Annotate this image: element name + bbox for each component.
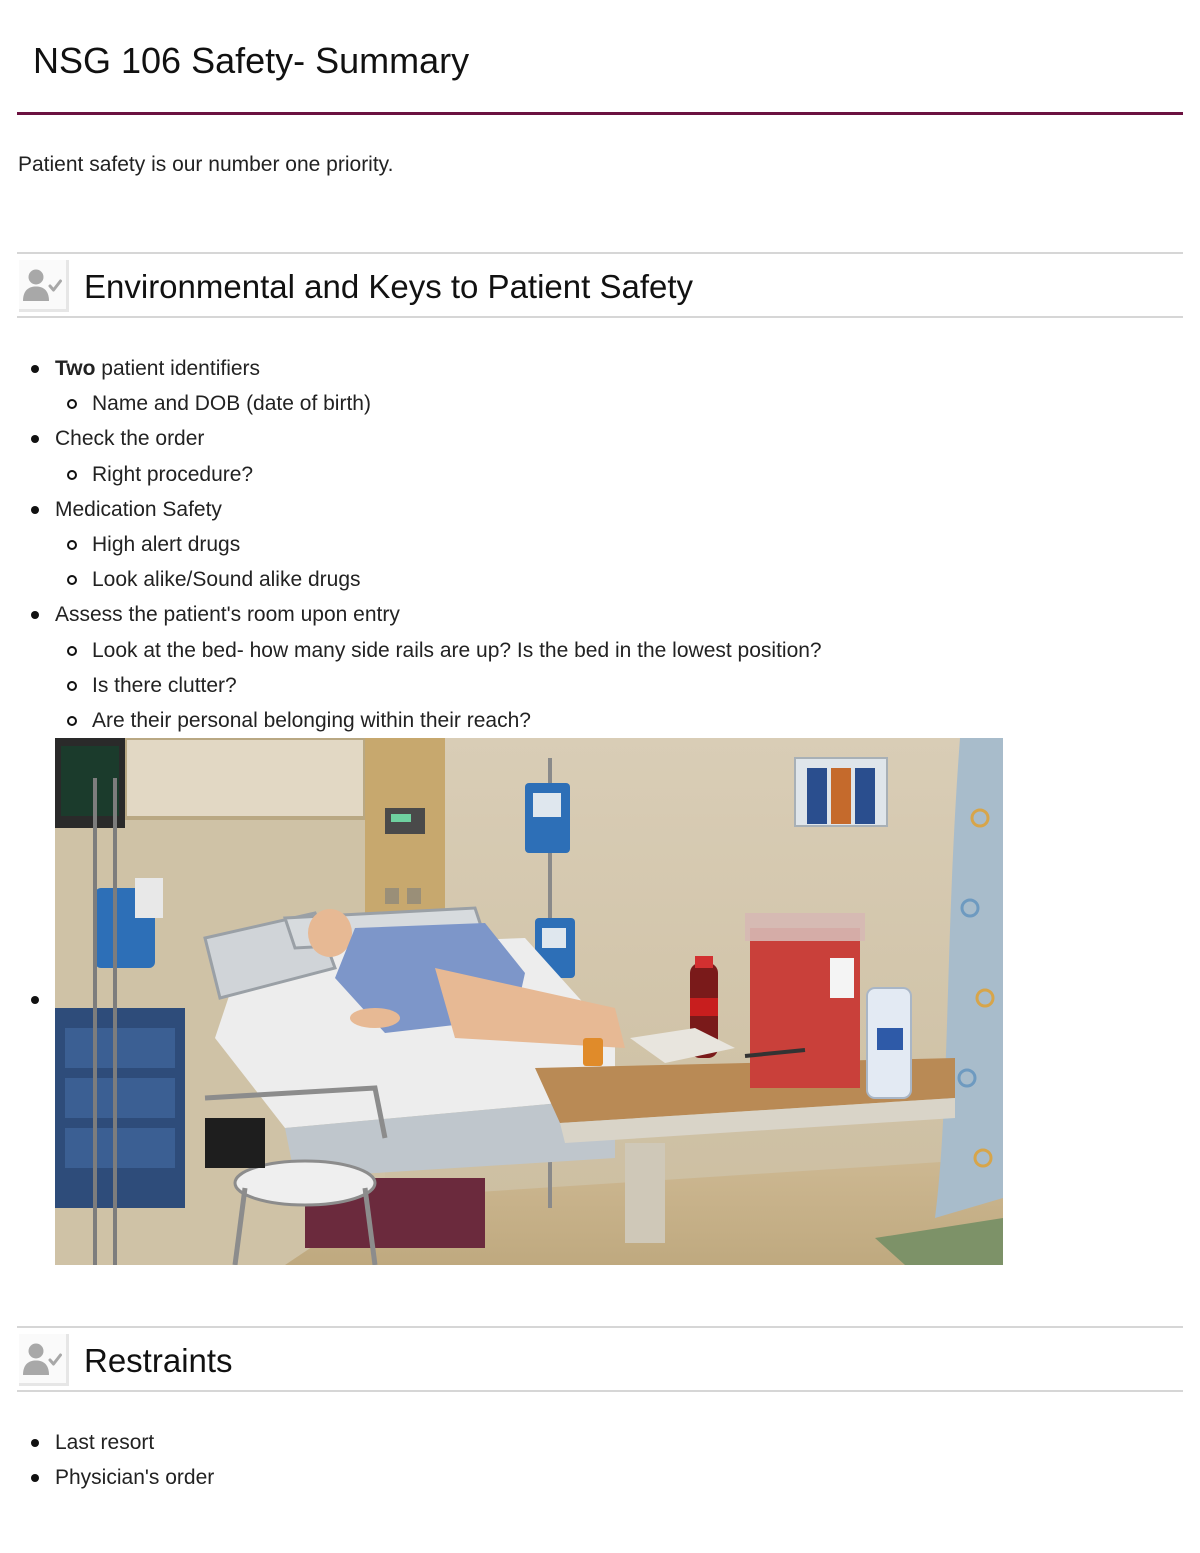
page-title: NSG 106 Safety- Summary <box>33 40 470 81</box>
sub-list-item <box>0 386 1003 421</box>
user-check-icon <box>19 260 69 312</box>
sub-list-item <box>0 633 1003 668</box>
list-item-text: Look at the bed- how many side rails are up? Is the bed in the lowest position? <box>92 638 822 662</box>
section-title: Environmental and Keys to Patient Safety <box>84 268 694 305</box>
restraints-list <box>0 1425 214 1495</box>
safety-list <box>0 351 1003 1265</box>
list-item-text: Physician's order <box>55 1466 215 1490</box>
sub-list-item <box>0 457 1003 492</box>
list-item-text: Assess the patient's room upon entry <box>55 603 400 627</box>
list-item-text: Last resort <box>55 1431 155 1454</box>
emphasis-text: Two <box>55 357 96 380</box>
sub-list-item <box>0 668 1003 703</box>
sub-list-item <box>0 527 1003 562</box>
list-item-text: Look alike/Sound alike drugs <box>92 568 361 592</box>
section-header-restraints <box>17 1326 1183 1392</box>
sub-list-item <box>0 562 1003 597</box>
user-check-icon <box>19 1334 69 1386</box>
list-item-text: Are their personal belonging within their reach? <box>92 708 531 732</box>
section-header-environmental <box>17 252 1183 318</box>
list-item-text: High alert drugs <box>92 532 241 556</box>
list-item <box>0 351 1003 386</box>
list-item-text: Right procedure? <box>92 462 254 486</box>
list-item-text: Name and DOB (date of birth) <box>92 392 371 416</box>
sub-list-item <box>0 703 1003 738</box>
list-item <box>0 421 1003 456</box>
list-item <box>0 1425 214 1460</box>
list-item-image <box>0 738 1003 1265</box>
list-item-text: patient identifiers <box>95 357 261 380</box>
list-item-text: Check the order <box>55 427 205 451</box>
list-item-text: Is there clutter? <box>92 673 237 697</box>
list-item-text: Medication Safety <box>55 497 222 521</box>
title-divider <box>17 112 1183 115</box>
intro-text: Patient safety is our number one priority. <box>18 153 394 176</box>
section-title: Restraints <box>84 1342 233 1379</box>
hospital-room-photo <box>55 738 1003 1265</box>
list-item <box>0 597 1003 632</box>
list-item <box>0 1460 214 1495</box>
list-item <box>0 492 1003 527</box>
